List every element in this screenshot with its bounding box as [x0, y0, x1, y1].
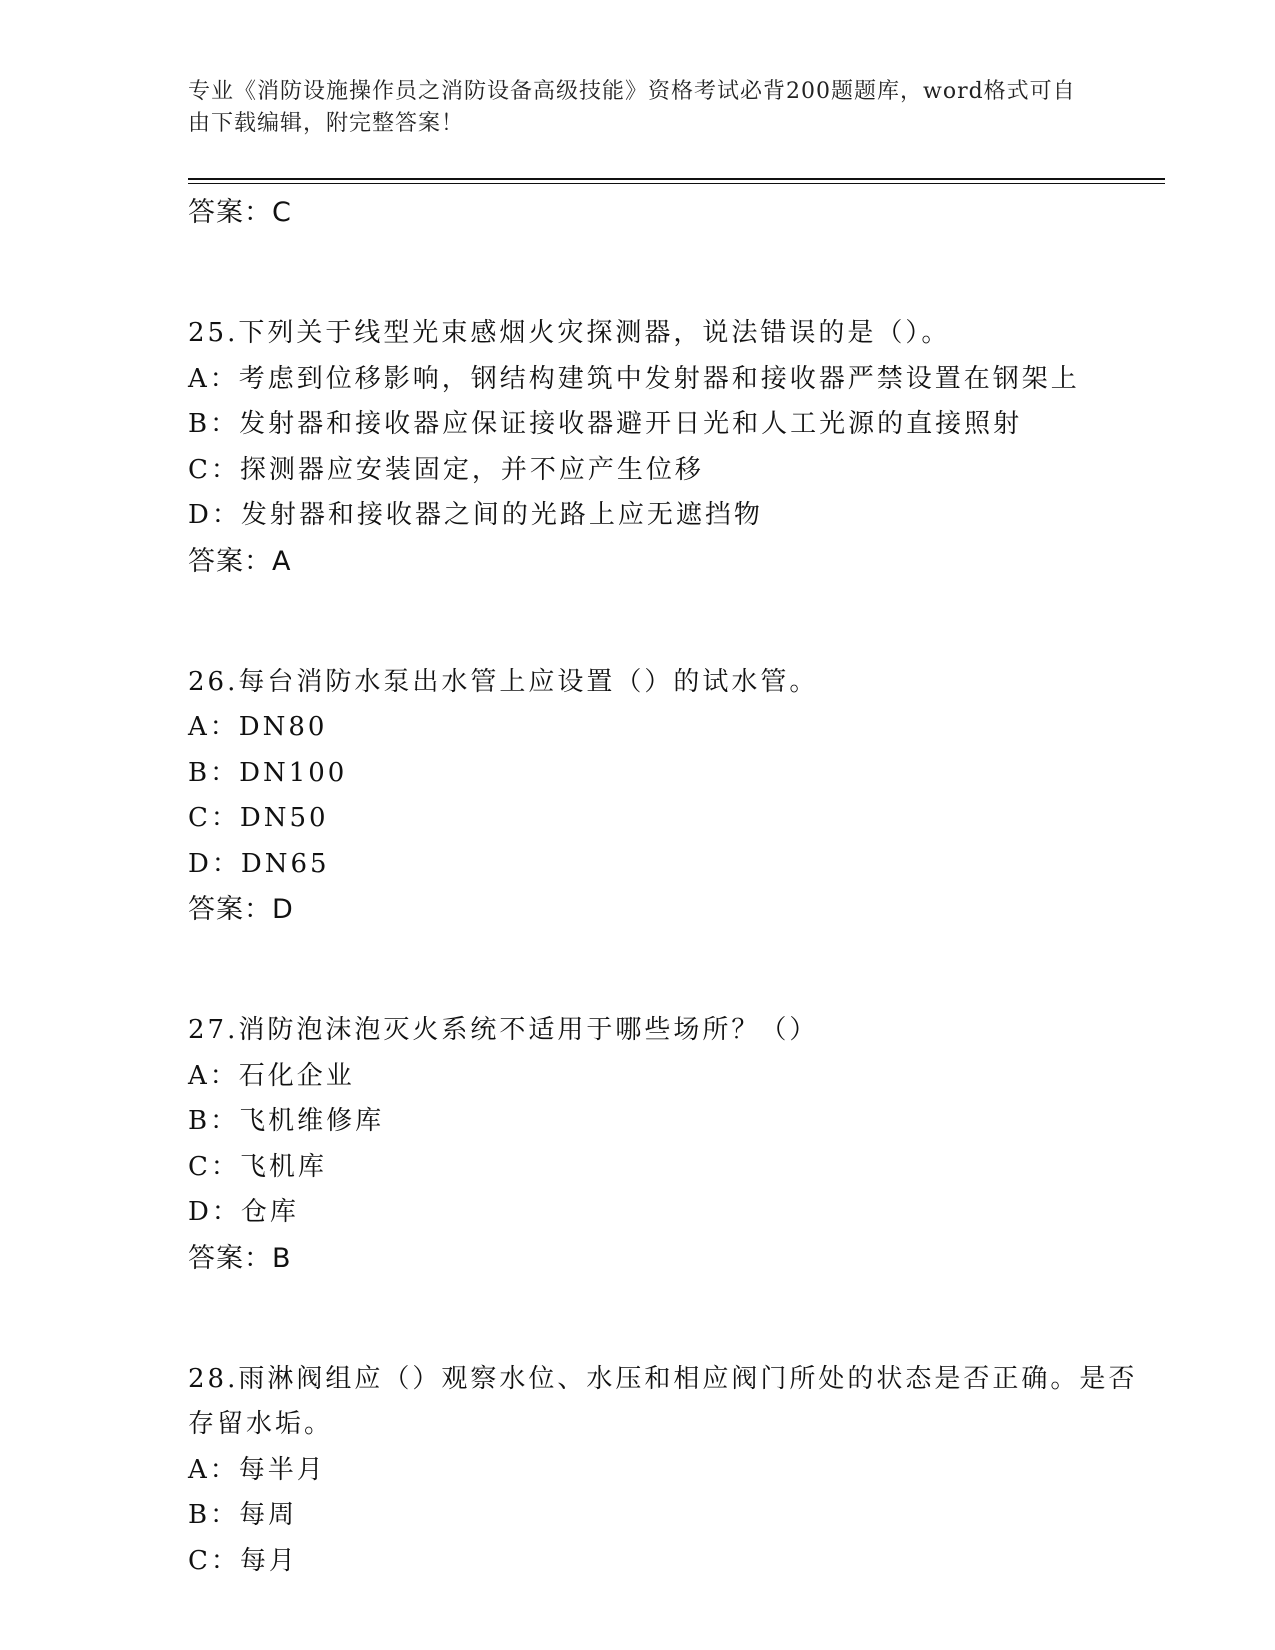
spacer — [188, 933, 1165, 1008]
question-27 — [188, 1008, 1165, 1282]
question-28 — [188, 1357, 1165, 1585]
question-stem: 26.每台消防水泵出水管上应设置（）的试水管。 — [188, 666, 819, 697]
answer: 答案：A — [188, 545, 292, 577]
option-d: D：仓库 — [188, 1197, 299, 1227]
divider-thin-line — [188, 183, 1165, 184]
option-c: C：每月 — [188, 1545, 298, 1576]
spacer — [188, 585, 1165, 660]
divider-thick-line — [188, 178, 1165, 180]
option-c: C：DN50 — [188, 803, 329, 833]
option-b: B：发射器和接收器应保证接收器避开日光和人工光源的直接照射 — [188, 409, 1023, 439]
option-d: D：发射器和接收器之间的光路上应无遮挡物 — [188, 500, 763, 530]
question-stem: 27.消防泡沫泡灭火系统不适用于哪些场所？（） — [188, 1015, 819, 1045]
option-b: B：飞机维修库 — [188, 1106, 385, 1136]
option-d: D：DN65 — [188, 848, 330, 879]
option-b: B：DN100 — [188, 757, 348, 788]
question-25 — [188, 311, 1165, 585]
previous-answer: 答案：C — [188, 197, 292, 228]
option-c: C：探测器应安装固定，并不应产生位移 — [188, 454, 704, 485]
spacer — [188, 1282, 1165, 1357]
header-divider — [188, 178, 1165, 184]
question-list — [188, 190, 1165, 1584]
question-stem: 25.下列关于线型光束感烟火灾探测器，说法错误的是（）。 — [188, 318, 951, 348]
option-b: B：每周 — [188, 1500, 298, 1530]
option-a: A：石化企业 — [188, 1060, 355, 1091]
option-a: A：考虑到位移影响，钢结构建筑中发射器和接收器严禁设置在钢架上 — [188, 363, 1080, 394]
document-header: 专业《消防设施操作员之消防设备高级技能》资格考试必背200题题库，word格式可自由下载编辑，附完整答案！ — [188, 79, 1076, 136]
option-c: C：飞机库 — [188, 1151, 327, 1182]
answer: 答案：D — [188, 894, 294, 925]
option-a: A：每半月 — [188, 1454, 326, 1485]
answer: 答案：B — [188, 1242, 292, 1274]
option-a: A：DN80 — [188, 712, 328, 742]
spacer — [188, 236, 1165, 311]
question-stem: 28.雨淋阀组应（）观察水位、水压和相应阀门所处的状态是否正确。是否存留水垢。 — [188, 1363, 1138, 1439]
question-26 — [188, 660, 1165, 934]
